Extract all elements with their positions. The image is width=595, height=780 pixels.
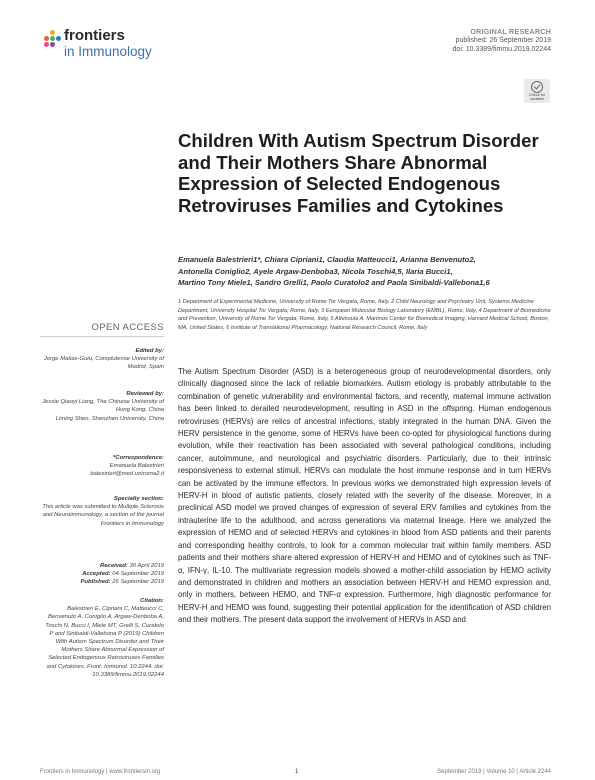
reviewer[interactable]: Jessie Qiaoyi Liang, The Chinese University of Hong Kong, China (42, 399, 164, 414)
correspondence-email[interactable]: Emanuela Balestrieri balestrieri@med.uniroma2.it (90, 463, 164, 478)
update-badge-label: Check for updates (528, 93, 546, 101)
check-for-updates-button[interactable] (524, 79, 550, 103)
footer-left[interactable]: Frontiers in Immunology | www.frontiersin.org (40, 769, 161, 775)
author-line[interactable]: Antonella Coniglio2, Ayele Argaw-Denboba3, Nicola Toschi4,5, Ilaria Bucci1, (178, 266, 453, 276)
article-type: ORIGINAL RESEARCH (470, 27, 551, 36)
page-number: 1 (295, 769, 299, 775)
article-title: Children With Autism Spectrum Disorder and Their Mothers Share Abnormal Expression of Selected Endogenous Retroviruses Families and Cytokines (178, 130, 539, 216)
author-line[interactable]: Emanuela Balestrieri1*, Chiara Cipriani1, Claudia Matteucci1, Arianna Benvenuto2, (178, 255, 476, 264)
published-date: published: 26 September 2019 (455, 37, 551, 44)
correspondence-label: *Correspondence: (112, 455, 164, 461)
doi-link[interactable]: doi: 10.3389/fimmu.2019.02244 (452, 46, 551, 53)
dates-info (40, 562, 164, 587)
accepted-date: 04 September 2019 (112, 571, 164, 578)
footer-right: September 2019 | Volume 10 | Article 2244 (437, 769, 551, 775)
editor-info (40, 347, 164, 372)
received-date: 30 April 2019 (129, 563, 164, 569)
article-meta (453, 27, 551, 54)
reviewed-by-label: Reviewed by: (126, 391, 164, 397)
reviewer-info (40, 390, 164, 423)
published-side-date: 26 September 2019 (112, 579, 164, 586)
frontiers-logo-icon (44, 30, 62, 52)
affiliations: 1 Department of Experimental Medicine, University of Rome Tor Vergata, Rome, Italy, 2 Child Neurology and Psychiatry Unit, Systems Medicine Department, University Hospital Tor Vergata, Rome, Italy, 3 European Molecular Biology Laboratory (EMBL), Rome, Italy, 4 Department of Biomedicine and Prevention, University of Rome Tor Vergata, Rome, Italy, 5 Athinoula A. Martinos Center for Biomedical Imaging, Harvard Medical School, Boston, MA, United States, 6 Institute of Translational Pharmacology, National Research Council, Rome, Italy (178, 299, 551, 331)
published-label: Published: (80, 579, 111, 586)
journal-logo[interactable] (44, 28, 204, 64)
author-line[interactable]: Martino Tony Miele1, Sandro Grelli1, Paolo Curatolo2 and Paola Sinibaldi-Vallebona1,6 (178, 278, 490, 287)
correspondence-info (40, 454, 164, 479)
editor[interactable]: Jorge Matias-Guiu, Complutense University of Madrid, Spain (43, 356, 164, 371)
citation-text: Balestrieri E, Cipriani C, Matteucci C, Benvenuto A, Coniglio A, Argaw-Denboba A, Toschi N, Bucci I, Miele MT, Grelli S, Curatolo P and Sinibaldi-Vallebona P (2019) Children With Autism Spectrum Disorder and Their Mothers Share Abnormal Expression of Selected Endogenous Retroviruses Families and Cytokines. Front. Immunol. 10:2244. doi: 10.3389/fimmu.2019.02244 (45, 606, 164, 678)
open-access-label: OPEN ACCESS (91, 322, 164, 333)
reviewer[interactable]: Liming Shen, Shenzhen University, China (55, 415, 164, 422)
specialty-label: Specialty section: (113, 496, 164, 502)
received-label: Received: (100, 563, 128, 569)
author-list (178, 254, 558, 289)
brand-name: frontiers (64, 27, 125, 44)
citation-info (40, 597, 164, 679)
journal-name: in Immunology (64, 44, 152, 59)
abstract-text: The Autism Spectrum Disorder (ASD) is a heterogeneous group of neurodevelopmental disorders, only clinically diagnosed since the lack of reliable biomarkers. Autism etiology is probably attributable to the combination of genetic vulnerability and environmental factors, and recently, maternal immune activation has been linked to derailed neurodevelopment, resulting in ASD in the offspring. Human endogenous retroviruses (HERVs) are relics of ancestral infections, stably integrated in the human DNA. Given the HERV persistence in the genome, some of HERVs have been co-opted for physiological functions during evolution, while their reactivation has been associated with several pathological conditions, including cancer, autoimmune, and neurological and psychiatric disorders. Particularly, due to their intrinsic responsiveness to external stimuli, HERVs can modulate the host immune response and in turn HERVs can be activated by the immune effectors. In previous works we demonstrated high expression levels of HERV-H in blood of autistic patients, closely related with the severity of the disease. Moreover, in a preclinical ASD model we proved changes of expression of several ERV families and cytokines from the intrauterine life to the adulthood, and across generations via maternal lineage. Here we analyzed the expression of HEMO and of selected HERVs and cytokines in blood from ASD patients and their parents and corresponding healthy controls, to look for a common molecular trait within family members. ASD patients and their mothers share altered expression of HERV-H and HEMO and of cytokines such as TNF-α, IFN-γ, IL-10. The multivariate regression models showed a mother-child association by HEMO activity and demonstrated in children and mothers an association between HERV-H and HEMO expression and, only in mothers, between HEMO, and TNF-α expression. Furthermore, high diagnostic performance for HERV-H and HEMO was found, suggesting their potential application for the identification of ASD children and their mothers. The present data support the involvement of HERVs in ASD and (178, 367, 551, 625)
accepted-label: Accepted: (82, 571, 111, 578)
divider (40, 336, 164, 337)
edited-by-label: Edited by: (135, 348, 164, 354)
check-icon (531, 81, 543, 93)
citation-label: Citation: (140, 598, 164, 604)
specialty-text: This article was submitted to Multiple Sclerosis and Neuroimmunology, a section of the journal Frontiers in Immunology (42, 504, 164, 527)
specialty-info (40, 495, 164, 528)
